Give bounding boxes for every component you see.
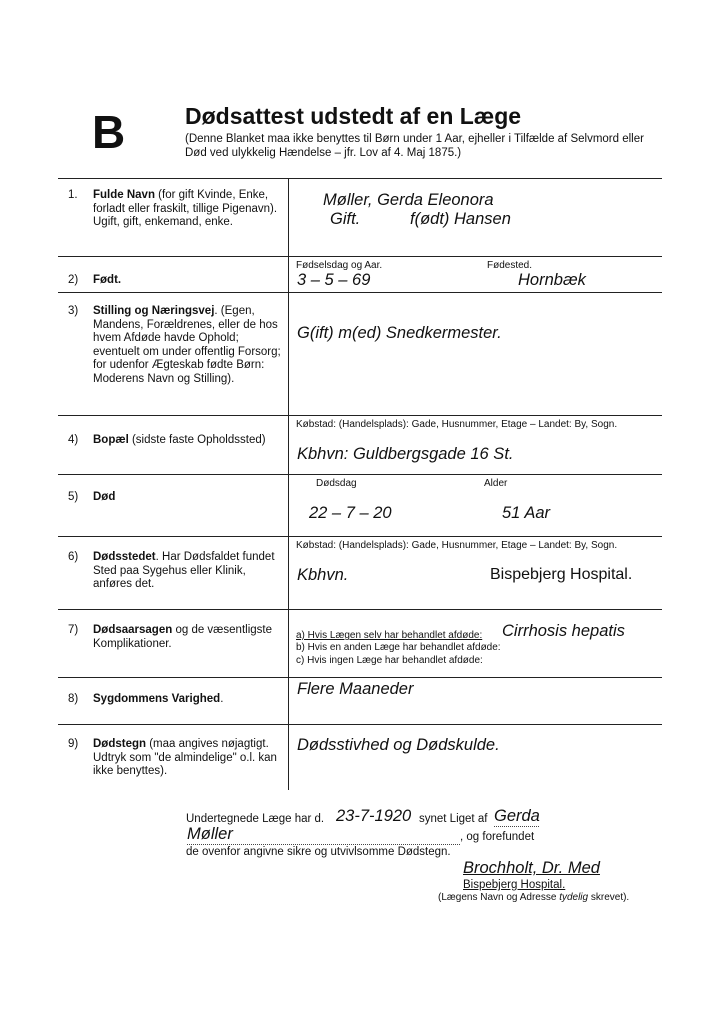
- field-label-dodstegn: Dødstegn (maa angives nøjagtigt. Udtryk som "de almindelige" o.l. kan ikke benyttes).: [93, 738, 277, 777]
- field-label-dodsstedet: Dødsstedet. Har Dødsfaldet fundet Sted paa Sygehus eller Klinik, anføres det.: [93, 551, 275, 590]
- table-top-border: [58, 178, 662, 179]
- value-marital-status: Gift.: [330, 210, 361, 228]
- row-divider-5: [58, 536, 662, 537]
- row-divider-2: [58, 292, 662, 293]
- value-death-date: 22 – 7 – 20: [309, 504, 392, 522]
- value-occupation: G(ift) m(ed) Snedkermester.: [297, 324, 502, 342]
- row-divider-7: [58, 677, 662, 678]
- form-subtitle: (Denne Blanket maa ikke benyttes til Børn under 1 Aar, ejheller i Tilfælde af Selvmord eller Død ved ulykkelig Hændelse – jfr. Lov af 4. Maj 1875.): [185, 133, 644, 159]
- row-number: 3): [68, 305, 79, 317]
- cause-option-a: a) Hvis Lægen selv har behandlet afdøde:: [296, 630, 483, 641]
- sublabel-birth-date: Fødselsdag og Aar.: [296, 260, 383, 271]
- footer-post-date: synet Liget af: [419, 813, 488, 825]
- field-label-bopael: Bopæl (sidste faste Opholdssted): [93, 434, 266, 446]
- row-divider-1: [58, 256, 662, 257]
- value-signs-of-death: Dødsstivhed og Dødskulde.: [297, 736, 500, 754]
- row-divider-3: [58, 415, 662, 416]
- value-death-city: Kbhvn.: [297, 566, 349, 584]
- footer-line-3: de ovenfor angivne sikre og utvivlsomme Dødstegn.: [186, 846, 451, 858]
- sublabel-age: Alder: [484, 478, 508, 489]
- value-age: 51 Aar: [502, 504, 551, 522]
- row-number: 7): [68, 624, 79, 636]
- row-number: 6): [68, 551, 79, 563]
- row-divider-4: [58, 474, 662, 475]
- footer-deceased-last-name: Møller: [187, 825, 233, 843]
- row-number: 4): [68, 434, 79, 446]
- field-label-dodsaarsagen: Dødsaarsagen og de væsentligste Komplikationer.: [93, 624, 272, 650]
- cause-option-b: b) Hvis en anden Læge har behandlet afdøde:: [296, 642, 501, 653]
- sublabel-birth-place: Fødested.: [487, 260, 533, 271]
- footer-og-forefundet: , og forefundet: [460, 831, 535, 843]
- row-number: 2): [68, 274, 79, 286]
- form-letter: B: [92, 106, 126, 158]
- value-death-place: Bispebjerg Hospital.: [490, 566, 633, 583]
- value-cause-of-death: Cirrhosis hepatis: [502, 622, 625, 640]
- field-label-stilling: Stilling og Næringsvej. (Egen, Mandens, Forældrenes, eller de hos hvem Afdøde havde Ophold; eventuelt om under offentlig Forsorg; for udenfor Ægteskab fødte Børn: Moderens Navn og Stilling).: [93, 305, 281, 385]
- row-number: 8): [68, 693, 79, 705]
- value-birth-place: Hornbæk: [518, 271, 586, 289]
- field-label-fulde-navn: Fulde Navn (for gift Kvinde, Enke, forladt eller fraskilt, tillige Pigenavn). Ugift, gift, enkemand, enke.: [93, 189, 278, 228]
- footer-date: 23-7-1920: [336, 807, 412, 825]
- value-birth-date: 3 – 5 – 69: [297, 271, 371, 289]
- field-label-varighed: Sygdommens Varighed.: [93, 693, 224, 705]
- sublabel-place-format: Købstad: (Handelsplads): Gade, Husnummer, Etage – Landet: By, Sogn.: [296, 540, 618, 551]
- row-number: 9): [68, 738, 79, 750]
- form-title: Dødsattest udstedt af en Læge: [185, 103, 522, 129]
- column-divider: [288, 178, 289, 790]
- footer-pre-date: Undertegnede Læge har d.: [186, 813, 325, 825]
- sublabel-death-date: Dødsdag: [316, 478, 357, 489]
- footer-name-line-1: [494, 826, 539, 827]
- field-label-dod: Død: [93, 491, 116, 503]
- footer-deceased-first-name: Gerda: [494, 807, 540, 825]
- row-divider-8: [58, 724, 662, 725]
- sublabel-address-format: Købstad: (Handelsplads): Gade, Husnummer, Etage – Landet: By, Sogn.: [296, 419, 618, 430]
- value-illness-duration: Flere Maaneder: [297, 680, 414, 698]
- row-number: 5): [68, 491, 79, 503]
- row-number: 1.: [68, 189, 78, 201]
- value-residence: Kbhvn: Guldbergsgade 16 St.: [297, 445, 514, 463]
- value-full-name: Møller, Gerda Eleonora: [323, 191, 494, 209]
- cause-option-c: c) Hvis ingen Læge har behandlet afdøde:: [296, 655, 483, 666]
- footer-name-line-2: [187, 844, 460, 845]
- value-maiden-name: f(ødt) Hansen: [410, 210, 511, 228]
- doctor-address: Bispebjerg Hospital.: [463, 879, 566, 891]
- signature-note: (Lægens Navn og Adresse tydelig skrevet).: [438, 892, 630, 903]
- field-label-fodt: Født.: [93, 274, 122, 286]
- row-divider-6: [58, 609, 662, 610]
- doctor-signature: Brochholt, Dr. Med: [463, 859, 600, 877]
